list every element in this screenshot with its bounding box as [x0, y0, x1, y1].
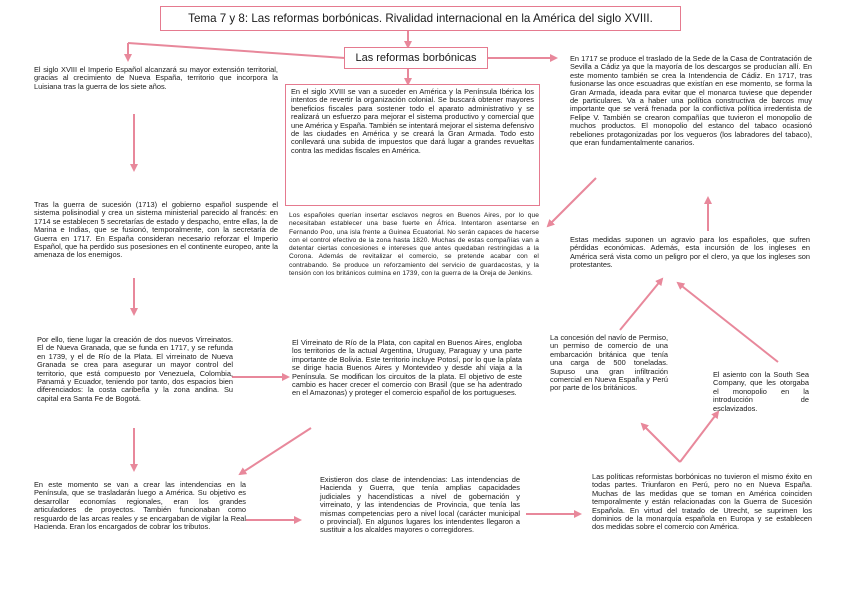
left-text-4: En este momento se van a crear las intendencias en la Península, que se trasladarán luego a América. Su objetivo es desarrollar economías regionales, eran los grandes articuladores de proyectos. También funcionaban como resguardo de las arcas reales y se encargaban de vigilar la Real Hacienda. Eran los encargados de cobrar los tributos.	[34, 480, 246, 532]
right-text-1: En 1717 se produce el traslado de la Sede de la Casa de Contratación de Sevilla a Cádiz ya que la mayoría de los descargos se producían allí. En este momento también se crea la Intendencia de Cádiz. En 1717, tras fusionarse las once escuadras que existían en ese momento, se forma la Gran Armada, ideada para evitar que el monarca tuviese que depender de particulares. Va a haber una política constructiva de barcos muy importante que se verá frenada por la conflictiva política irredentista de Felipe V. También se crearon compañías que tuvieron el monopolio de muchos productos. El monopolio del estanco del tabaco ocasionó rebeliones protagonizadas por los vegueros (los labradores del tabaco), que eran fundamentalmente canarios.	[570, 54, 812, 148]
section-heading: Las reformas borbónicas	[355, 52, 477, 64]
right-text-3b: El asiento con la South Sea Company, que les otorgaba el monopolio en la introducción de esclavizados.	[713, 370, 809, 413]
title-box	[160, 6, 681, 31]
right-text-4: Las políticas reformistas borbónicas no tuvieron el mismo éxito en todas partes. Triunfaron en Perú, pero no en Nueva España. Muchas de las medidas que se toman en América coinciden temporalmente y están relacionadas con la Guerra de Sucesión Española. En virtud del tratado de Utrecht, se suprimen los dominios de la monarquía española en Europa y se establecen dos medidas sobre el comercio con América.	[592, 472, 812, 532]
page-title: Tema 7 y 8: Las reformas borbónicas. Rivalidad internacional en la América del siglo XVIII.	[188, 12, 653, 25]
middle-text-slaves: Los españoles querían insertar esclavos negros en Buenos Aires, por lo que necesitaban establecer una base fuerte en África. Intentaron asentarse en Fernando Poo, una isla frente a Guinea Ecuatorial. No serán capaces de hacerse con el control efectivo de la zona hasta 1820. Muchas de estas compañías van a detentar ciertas concesiones e intereses que antes quedaban restringidas a la Corona. Además de revitalizar el comercio, se pretende acabar con el contrabando. Se produce un reforzamiento del servicio de guardacostas, y la tensión con los británicos culmina en 1739, con la guerra de la Oreja de Jenkins.	[289, 212, 539, 278]
left-text-3: Por ello, tiene lugar la creación de dos nuevos Virreinatos. El de Nueva Granada, que se funda en 1717, y se refunda en 1739, y el de Río de la Plata. El virreinato de Nueva Granada se crea para asegurar un mayor control del territorio, que está compuesto por Venezuela, Colombia, Panamá y Ecuador, teniendo por tanto, dos espacios bien diferenciados: la costa caribeña y la zona andina. Su capital era Santa Fe de Bogotá.	[37, 335, 233, 403]
arrow-right4-to-right3b	[680, 412, 718, 462]
subtitle-box	[344, 47, 488, 69]
right-text-3a: La concesión del navío de Permiso, un permiso de comercio de una embarcación británica que tenía una carga de 500 toneladas. Supuso una gran infiltración comercial en Nueva España y Perú por parte de los británicos.	[550, 333, 668, 393]
arrow-right3b-to-right2	[678, 283, 778, 362]
right-text-2: Estas medidas suponen un agravio para los españoles, que sufren pérdidas económicas. Además, esta incursión de los ingleses en América será vista como un peligro por el clero, ya que los ingleses son protestantes.	[570, 235, 810, 270]
left-text-2: Tras la guerra de sucesión (1713) el gobierno español suspende el sistema polisinodial y crea un sistema ministerial parecido al francés: en 1714 se establecen 5 secretarías de estado y despacho, entre ellas, la de Marina e Indias, que se fusionó, temporalmente, con la secretaría de Guerra en 1717. En España consideran necesario reforzar el Imperio Español, que ha perdido sus posesiones en el continente europeo, ante la amenaza de los enemigos.	[34, 200, 278, 260]
intro-box	[285, 84, 540, 206]
arrow-right4-to-right3a	[642, 424, 680, 462]
arrow-right1-to-slaves	[548, 178, 596, 226]
middle-text-plata: El Virreinato de Río de la Plata, con capital en Buenos Aires, engloba los territorios de la actual Argentina, Uruguay, Paraguay y una parte importante de Bolivia. Este territorio incluye Potosí, por lo que la plata se dirige hacia Buenos Aires y Montevideo y desde ahí viaja a la Península. Se modifican los circuitos de la plata. El objetivo de este cambio es hacer crecer el comercio con Brasil (que se ha adentrado en el Amazonas) y proteger el comercio español de los portugueses.	[292, 338, 522, 398]
arrow-subtitle-to-left	[128, 43, 345, 58]
left-text-1: El siglo XVIII el Imperio Español alcanzará su mayor extensión territorial, gracias al crecimiento de Nueva España, territorio que incorpora la Luisiana tras la guerra de los siete años.	[34, 65, 278, 91]
arrow-right3a-to-right2	[620, 279, 662, 330]
intro-text: En el siglo XVIII se van a suceder en América y la Península Ibérica los intentos de revertir la organización colonial. Se buscará obtener mayores beneficios fiscales para sostener todo el aparato administrativo y se realizará un esfuerzo para mejorar el sistema productivo y comercial que une América y España. También se intentará mejorar el sistema defensivo de las ciudades en América y se creará la Gran Armada. Todo esto conllevará una subida de impuestos que dará lugar a grandes revueltas contra las medidas fiscales en América.	[291, 87, 534, 155]
arrow-plata-to-left4	[240, 428, 311, 474]
middle-text-intendencias: Existieron dos clase de intendencias: Las intendencias de Hacienda y Guerra, que tenía amplias capacidades judiciales y hacendísticas a nivel de gobernación y virreinato, y las intendencias de Provincia, que tenía las mismas competencias pero a nivel local (carácter municipal o provincial). En algunos lugares los intendentes llegaron a sustituir a los alcaldes mayores o corregidores.	[320, 475, 520, 535]
